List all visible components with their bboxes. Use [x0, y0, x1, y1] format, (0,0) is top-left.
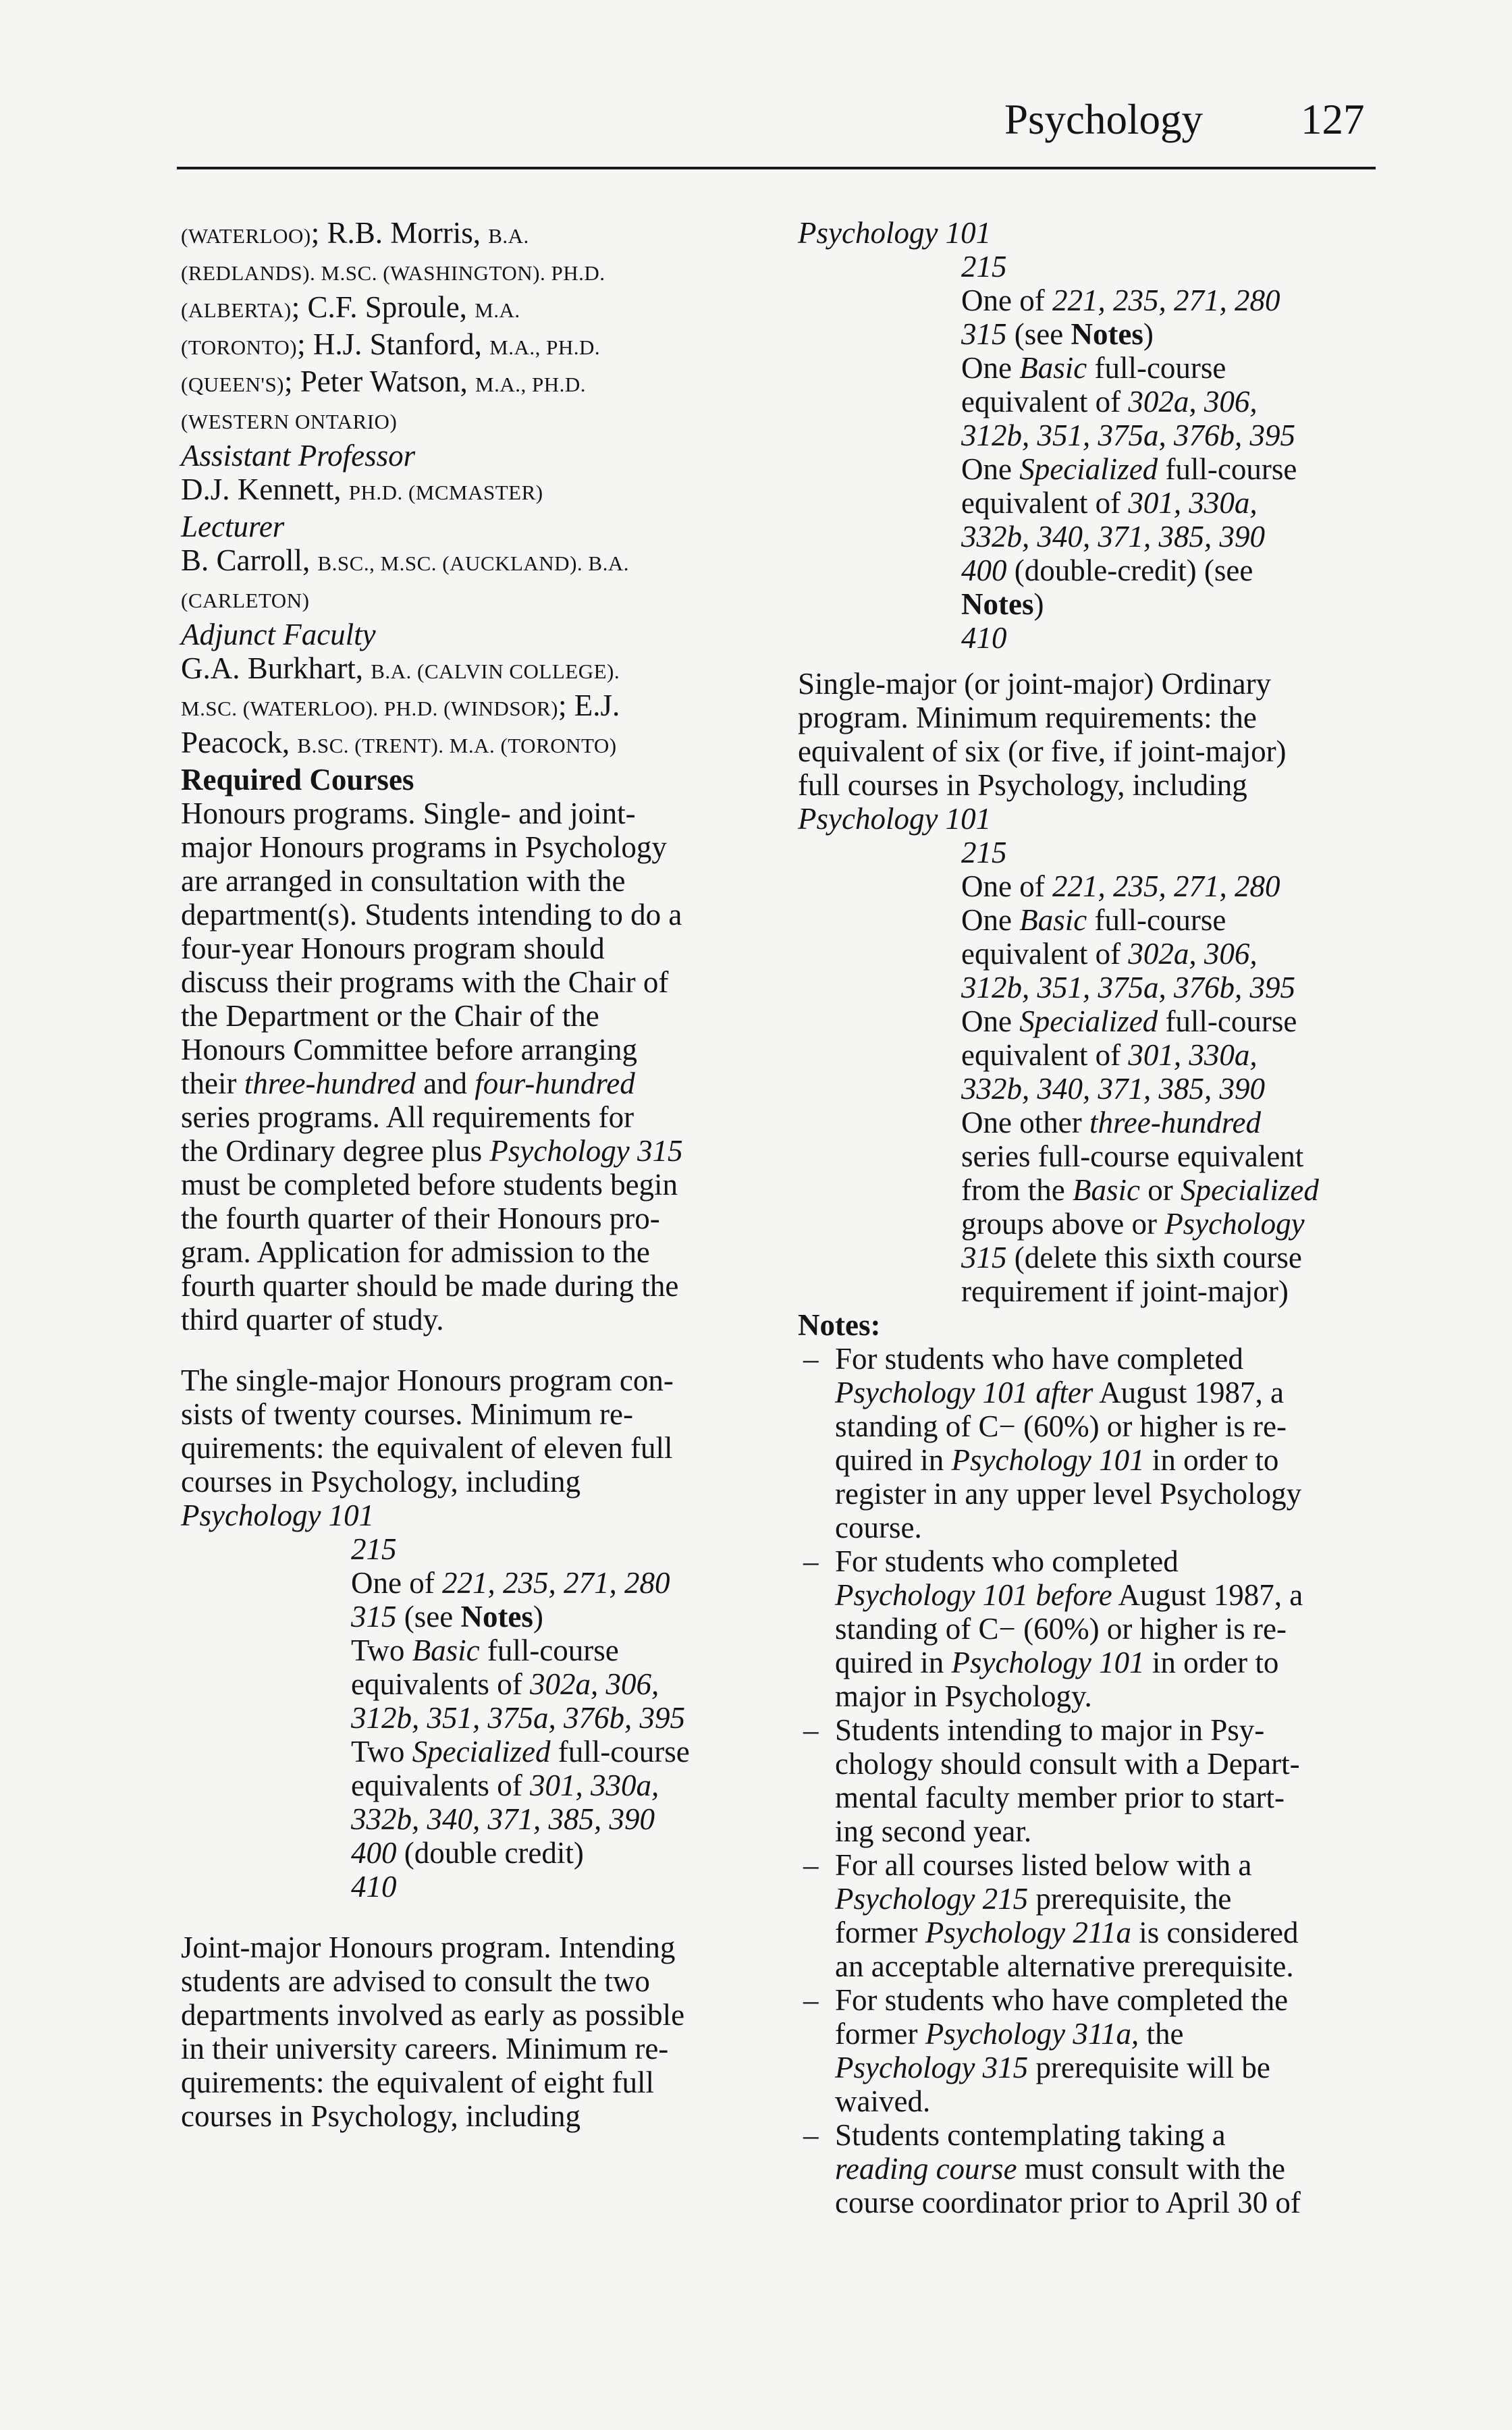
- text-line: Honours programs. Single- and joint-: [181, 796, 636, 830]
- text-line: chology should consult with a Depart-: [835, 1747, 1300, 1781]
- text-line: former Psychology 311a, the: [835, 2017, 1184, 2051]
- course-line: Two Basic full-course: [351, 1634, 619, 1667]
- text-line: major in Psychology.: [835, 1679, 1092, 1713]
- text-line: standing of C− (60%) or higher is re-: [835, 1612, 1287, 1646]
- text-line: reading course must consult with the: [835, 2152, 1286, 2186]
- course-line: Two Specialized full-course: [351, 1735, 690, 1769]
- text-line: gram. Application for admission to the: [181, 1235, 650, 1269]
- faculty-list: [181, 216, 768, 439]
- text-line: major Honours programs in Psychology: [181, 830, 667, 864]
- text-line: quirements: the equivalent of eleven full: [181, 1431, 673, 1465]
- faculty-line: (WATERLOO); R.B. Morris, B.A.: [181, 216, 529, 250]
- text-line: third quarter of study.: [181, 1303, 444, 1336]
- course-line: 215: [351, 1532, 397, 1566]
- course-line: 312b, 351, 375a, 376b, 395: [961, 971, 1295, 1004]
- faculty-line: (QUEEN'S); Peter Watson, M.A., PH.D.: [181, 364, 586, 398]
- course-line: 215: [961, 836, 1007, 869]
- text-line: course coordinator prior to April 30 of: [835, 2186, 1301, 2219]
- course-line: equivalent of 302a, 306,: [961, 385, 1258, 418]
- single-major-paragraph: [181, 1364, 768, 1904]
- text-line: quired in Psychology 101 in order to: [835, 1443, 1279, 1477]
- text-line: the fourth quarter of their Honours pro-: [181, 1202, 660, 1235]
- course-list: [181, 1532, 768, 1904]
- role-heading: Assistant Professor: [181, 439, 416, 473]
- course-line: equivalent of 301, 330a,: [961, 486, 1258, 520]
- text-line: course.: [835, 1511, 922, 1544]
- course-line: equivalents of 302a, 306,: [351, 1667, 659, 1701]
- text-line: courses in Psychology, including: [181, 1465, 581, 1498]
- course-line: Psychology 101: [181, 1498, 375, 1532]
- course-line: One Specialized full-course: [961, 1004, 1297, 1038]
- dash-bullet: –: [803, 1983, 819, 2017]
- note-item: [798, 1713, 1378, 1848]
- course-line: One Basic full-course: [961, 903, 1226, 937]
- faculty-line: (ALBERTA); C.F. Sproule, M.A.: [181, 290, 520, 324]
- left-column: [181, 216, 768, 2133]
- notes-heading: Notes:: [798, 1308, 881, 1342]
- text-line: discuss their programs with the Chair of: [181, 965, 669, 999]
- header-rule: [177, 167, 1376, 169]
- faculty-line: Peacock, B.SC. (TRENT). M.A. (TORONTO): [181, 726, 617, 759]
- text-line: The single-major Honours program con-: [181, 1364, 674, 1397]
- course-line: equivalent of 302a, 306,: [961, 937, 1258, 971]
- text-line: courses in Psychology, including: [181, 2099, 581, 2133]
- text-line: For all courses listed below with a: [835, 1848, 1252, 1882]
- joint-major-paragraph: [181, 1931, 768, 2133]
- course-line: 400 (double credit): [351, 1836, 584, 1870]
- faculty-line: D.J. Kennett, PH.D. (MCMASTER): [181, 473, 543, 506]
- course-line: groups above or Psychology: [961, 1207, 1305, 1241]
- course-line: One Specialized full-course: [961, 452, 1297, 486]
- text-line: ing second year.: [835, 1814, 1032, 1848]
- page-number: 127: [1301, 96, 1365, 143]
- text-line: their three-hundred and four-hundred: [181, 1066, 635, 1100]
- course-line: One of 221, 235, 271, 280: [351, 1566, 670, 1600]
- course-line: 315 (delete this sixth course: [961, 1241, 1302, 1274]
- dash-bullet: –: [803, 1342, 819, 1376]
- course-line: 332b, 340, 371, 385, 390: [961, 520, 1265, 554]
- note-item: [798, 1848, 1378, 1983]
- text-line: the Ordinary degree plus Psychology 315: [181, 1134, 683, 1168]
- page-header-title: Psychology: [1004, 96, 1204, 143]
- course-line: 410: [351, 1870, 397, 1904]
- text-line: the Department or the Chair of the: [181, 999, 599, 1033]
- role-heading: Adjunct Faculty: [181, 618, 376, 651]
- text-line: mental faculty member prior to start-: [835, 1781, 1285, 1814]
- course-line: One Basic full-course: [961, 351, 1226, 385]
- text-line: are arranged in consultation with the: [181, 864, 626, 898]
- text-line: Students intending to major in Psy-: [835, 1713, 1265, 1747]
- text-line: register in any upper level Psychology: [835, 1477, 1302, 1511]
- note-item: [798, 1544, 1378, 1713]
- faculty-line: M.SC. (WATERLOO). PH.D. (WINDSOR); E.J.: [181, 688, 620, 722]
- dash-bullet: –: [803, 1713, 819, 1747]
- course-line: from the Basic or Specialized: [961, 1173, 1319, 1207]
- text-line: Joint-major Honours program. Intending: [181, 1931, 676, 1964]
- text-line: For students who have completed the: [835, 1983, 1289, 2017]
- text-line: full courses in Psychology, including: [798, 768, 1247, 802]
- course-line: 215: [961, 250, 1007, 284]
- course-line: 315 (see Notes): [961, 317, 1154, 351]
- faculty-line: (CARLETON): [181, 589, 310, 612]
- faculty-line: G.A. Burkhart, B.A. (CALVIN COLLEGE).: [181, 651, 620, 685]
- right-column: [798, 216, 1378, 2219]
- honours-paragraph: [181, 796, 768, 1336]
- role-heading: Lecturer: [181, 510, 285, 543]
- course-line: Psychology 101: [798, 802, 992, 836]
- text-line: equivalent of six (or five, if joint-major): [798, 734, 1287, 768]
- course-line: series full-course equivalent: [961, 1139, 1304, 1173]
- text-line: quirements: the equivalent of eight full: [181, 2066, 655, 2099]
- text-line: sists of twenty courses. Minimum re-: [181, 1397, 633, 1431]
- text-line: waived.: [835, 2084, 931, 2118]
- text-line: For students who have completed: [835, 1342, 1243, 1376]
- course-line: Notes): [961, 587, 1044, 621]
- faculty-line: (WESTERN ONTARIO): [181, 410, 398, 433]
- section-heading: Required Courses: [181, 763, 414, 796]
- course-line: One of 221, 235, 271, 280: [961, 284, 1280, 317]
- text-line: Psychology 101 after August 1987, a: [835, 1376, 1284, 1409]
- course-line: 315 (see Notes): [351, 1600, 543, 1634]
- text-line: in their university careers. Minimum re-: [181, 2032, 669, 2066]
- text-line: Honours Committee before arranging: [181, 1033, 638, 1066]
- faculty-line: B. Carroll, B.SC., M.SC. (AUCKLAND). B.A.: [181, 543, 629, 577]
- text-line: students are advised to consult the two: [181, 1964, 650, 1998]
- faculty-line: (REDLANDS). M.SC. (WASHINGTON). PH.D.: [181, 261, 605, 285]
- text-line: departments involved as early as possible: [181, 1998, 685, 2032]
- text-line: must be completed before students begin: [181, 1168, 678, 1202]
- joint-major-course-list: [798, 216, 1378, 655]
- text-line: Single-major (or joint-major) Ordinary: [798, 667, 1272, 701]
- course-line: 312b, 351, 375a, 376b, 395: [961, 418, 1295, 452]
- note-item: [798, 1342, 1378, 1544]
- ordinary-paragraph: [798, 667, 1378, 1308]
- text-line: For students who completed: [835, 1544, 1179, 1578]
- faculty-line: (TORONTO); H.J. Stanford, M.A., PH.D.: [181, 327, 601, 361]
- course-list: [798, 836, 1378, 1308]
- dash-bullet: –: [803, 2118, 819, 2152]
- course-line: 410: [961, 621, 1007, 655]
- text-line: program. Minimum requirements: the: [798, 701, 1257, 734]
- course-line: One other three-hundred: [961, 1106, 1262, 1139]
- text-line: Students contemplating taking a: [835, 2118, 1226, 2152]
- course-line: 312b, 351, 375a, 376b, 395: [351, 1701, 685, 1735]
- course-list: [798, 250, 1378, 655]
- text-line: quired in Psychology 101 in order to: [835, 1646, 1279, 1679]
- text-line: four-year Honours program should: [181, 932, 605, 965]
- course-line: requirement if joint-major): [961, 1274, 1289, 1308]
- dash-bullet: –: [803, 1848, 819, 1882]
- dash-bullet: –: [803, 1544, 819, 1578]
- text-line: Psychology 315 prerequisite will be: [835, 2051, 1270, 2084]
- note-item: [798, 1983, 1378, 2118]
- course-line: equivalent of 301, 330a,: [961, 1038, 1258, 1072]
- note-item: [798, 2118, 1378, 2219]
- text-line: Psychology 101 before August 1987, a: [835, 1578, 1303, 1612]
- course-line: equivalents of 301, 330a,: [351, 1769, 659, 1802]
- text-line: department(s). Students intending to do a: [181, 898, 682, 932]
- text-line: fourth quarter should be made during the: [181, 1269, 679, 1303]
- text-line: former Psychology 211a is considered: [835, 1916, 1299, 1949]
- course-line: 332b, 340, 371, 385, 390: [351, 1802, 655, 1836]
- course-line: One of 221, 235, 271, 280: [961, 869, 1280, 903]
- text-line: an acceptable alternative prerequisite.: [835, 1949, 1294, 1983]
- text-line: standing of C− (60%) or higher is re-: [835, 1409, 1287, 1443]
- course-line: 332b, 340, 371, 385, 390: [961, 1072, 1265, 1106]
- text-line: series programs. All requirements for: [181, 1100, 634, 1134]
- text-line: Psychology 215 prerequisite, the: [835, 1882, 1232, 1916]
- course-line: 400 (double-credit) (see: [961, 554, 1253, 587]
- course-line: Psychology 101: [798, 216, 992, 250]
